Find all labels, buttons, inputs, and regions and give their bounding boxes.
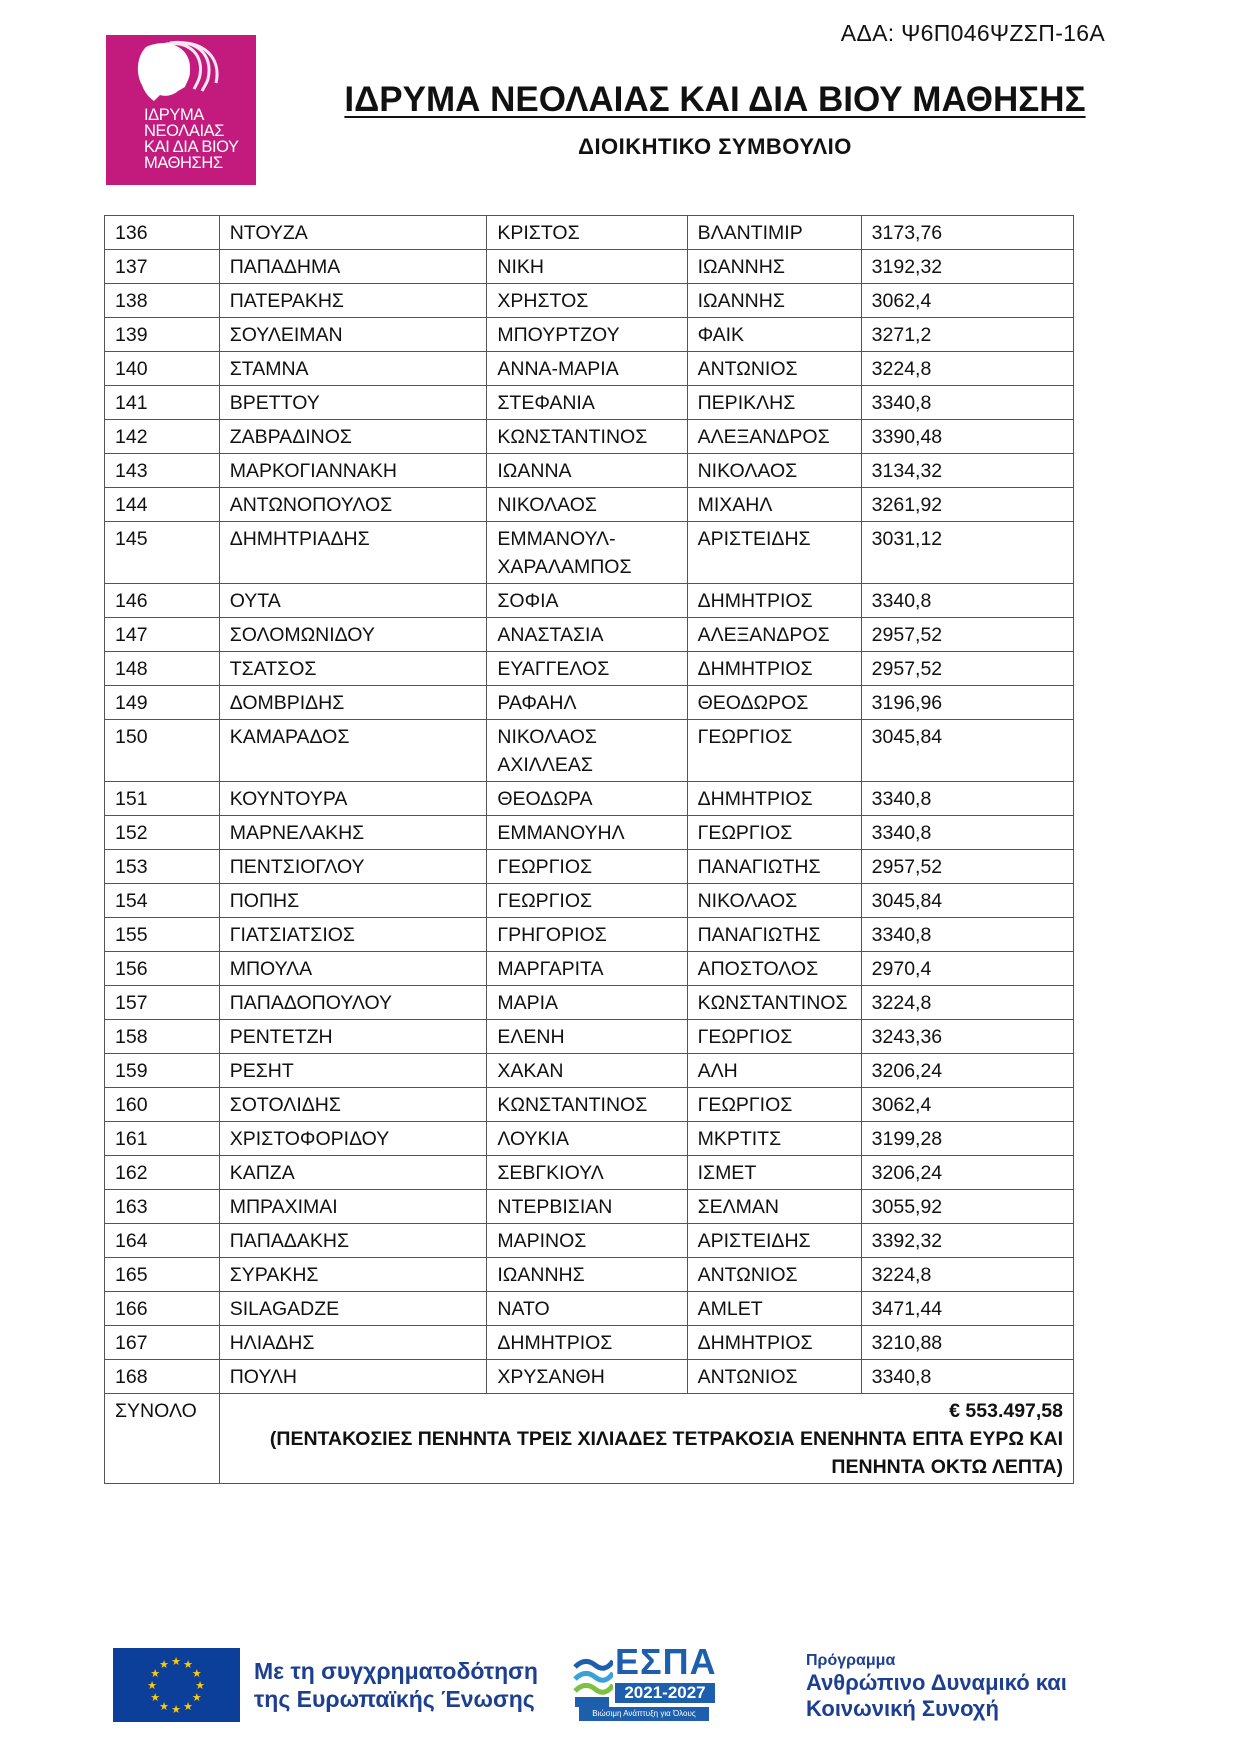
father-name-cell: ΠΕΡΙΚΛΗΣ bbox=[687, 386, 861, 420]
father-name-cell: ΝΙΚΟΛΑΟΣ bbox=[687, 454, 861, 488]
surname-cell: ΣΥΡΑΚΗΣ bbox=[219, 1258, 487, 1292]
amount-cell: 3340,8 bbox=[861, 816, 1073, 850]
surname-cell: ΝΤΟΥΖΑ bbox=[219, 216, 487, 250]
table-row bbox=[105, 1360, 1074, 1394]
first-name-cell: ΚΡΙΣΤΟΣ bbox=[487, 216, 687, 250]
row-number: 151 bbox=[105, 782, 220, 816]
eu-star-icon: ★ bbox=[183, 1659, 193, 1672]
table-row bbox=[105, 1326, 1074, 1360]
espa-tagline: Βιώσιμη Ανάπτυξη για Όλους bbox=[579, 1707, 709, 1721]
first-name-cell: ΔΗΜΗΤΡΙΟΣ bbox=[487, 1326, 687, 1360]
table-row bbox=[105, 884, 1074, 918]
surname-cell: ΣΟΥΛΕΙΜΑΝ bbox=[219, 318, 487, 352]
surname-cell: ΧΡΙΣΤΟΦΟΡΙΔΟΥ bbox=[219, 1122, 487, 1156]
eu-text-line: Με τη συγχρηματοδότηση bbox=[254, 1658, 538, 1684]
amount-cell: 3210,88 bbox=[861, 1326, 1073, 1360]
amount-cell: 3199,28 bbox=[861, 1122, 1073, 1156]
surname-cell: ΣΟΛΟΜΩΝΙΔΟΥ bbox=[219, 618, 487, 652]
surname-cell: ΜΠΡΑΧΙΜΑΙ bbox=[219, 1190, 487, 1224]
surname-cell: ΜΑΡΝΕΛΑΚΗΣ bbox=[219, 816, 487, 850]
row-number: 142 bbox=[105, 420, 220, 454]
father-name-cell: ΓΕΩΡΓΙΟΣ bbox=[687, 816, 861, 850]
father-name-cell: ΦΑΙΚ bbox=[687, 318, 861, 352]
table-row bbox=[105, 1224, 1074, 1258]
table-row bbox=[105, 1190, 1074, 1224]
espa-logo bbox=[573, 1641, 718, 1725]
table-row bbox=[105, 420, 1074, 454]
table-row bbox=[105, 1156, 1074, 1190]
amount-cell: 3031,12 bbox=[861, 522, 1073, 584]
row-number: 164 bbox=[105, 1224, 220, 1258]
amount-cell: 3340,8 bbox=[861, 918, 1073, 952]
total-amount: € 553.497,58 bbox=[949, 1400, 1063, 1422]
father-name-cell: ΘΕΟΔΩΡΟΣ bbox=[687, 686, 861, 720]
eu-text-line: της Ευρωπαϊκής Ένωσης bbox=[254, 1686, 535, 1712]
surname-cell: ΠΟΥΛΗ bbox=[219, 1360, 487, 1394]
father-name-cell: ΔΗΜΗΤΡΙΟΣ bbox=[687, 782, 861, 816]
row-number: 147 bbox=[105, 618, 220, 652]
father-name-cell: ΒΛΑΝΤΙΜΙΡ bbox=[687, 216, 861, 250]
table-row bbox=[105, 1122, 1074, 1156]
first-name-cell: ΑΝΝΑ-ΜΑΡΙΑ bbox=[487, 352, 687, 386]
surname-cell: ΠΑΤΕΡΑΚΗΣ bbox=[219, 284, 487, 318]
eu-star-icon: ★ bbox=[195, 1680, 205, 1692]
father-name-cell: ΠΑΝΑΓΙΩΤΗΣ bbox=[687, 918, 861, 952]
row-number: 145 bbox=[105, 522, 220, 584]
surname-cell: ΟΥΤΑ bbox=[219, 584, 487, 618]
amount-cell: 3224,8 bbox=[861, 1258, 1073, 1292]
table-row bbox=[105, 618, 1074, 652]
total-amount-words: (ΠΕΝΤΑΚΟΣΙΕΣ ΠΕΝΗΝΤΑ ΤΡΕΙΣ ΧΙΛΙΑΔΕΣ ΤΕΤΡΑΚΟΣΙΑ ΕΝΕΝΗΝΤΑ ΕΠΤΑ ΕΥΡΩ ΚΑΙ ΠΕΝΗΝΤΑ ΟΚΤΩ ΛΕΠΤΑ) bbox=[269, 1428, 1063, 1478]
eu-star-icon: ★ bbox=[171, 1656, 181, 1668]
total-cell bbox=[219, 1394, 1073, 1484]
first-name-cell: ΜΑΡΙΝΟΣ bbox=[487, 1224, 687, 1258]
surname-cell: ΔΗΜΗΤΡΙΑΔΗΣ bbox=[219, 522, 487, 584]
row-number: 156 bbox=[105, 952, 220, 986]
amount-cell: 3243,36 bbox=[861, 1020, 1073, 1054]
amount-cell: 3062,4 bbox=[861, 1088, 1073, 1122]
amount-cell: 3340,8 bbox=[861, 386, 1073, 420]
father-name-cell: ΓΕΩΡΓΙΟΣ bbox=[687, 1088, 861, 1122]
table-row bbox=[105, 1088, 1074, 1122]
table-row bbox=[105, 1020, 1074, 1054]
father-name-cell: ΑΛΕΞΑΝΔΡΟΣ bbox=[687, 618, 861, 652]
surname-cell: ΚΑΜΑΡΑΔΟΣ bbox=[219, 720, 487, 782]
table-row bbox=[105, 918, 1074, 952]
first-name-cell: ΕΜΜΑΝΟΥΛ- ΧΑΡΑΛΑΜΠΟΣ bbox=[487, 522, 687, 584]
row-number: 168 bbox=[105, 1360, 220, 1394]
amount-cell: 2957,52 bbox=[861, 618, 1073, 652]
row-number: 152 bbox=[105, 816, 220, 850]
row-number: 158 bbox=[105, 1020, 220, 1054]
first-name-cell: ΕΥΑΓΓΕΛΟΣ bbox=[487, 652, 687, 686]
first-name-cell: ΣΤΕΦΑΝΙΑ bbox=[487, 386, 687, 420]
first-name-cell: ΜΠΟΥΡΤΖΟΥ bbox=[487, 318, 687, 352]
table-body bbox=[105, 216, 1074, 1394]
row-number: 157 bbox=[105, 986, 220, 1020]
father-name-cell: ΙΩΑΝΝΗΣ bbox=[687, 250, 861, 284]
row-number: 144 bbox=[105, 488, 220, 522]
amount-cell: 3261,92 bbox=[861, 488, 1073, 522]
total-label: ΣΥΝΟΛΟ bbox=[105, 1394, 220, 1484]
logo-line: ΜΑΘΗΣΗΣ bbox=[144, 154, 223, 172]
father-name-cell: ΑΝΤΩΝΙΟΣ bbox=[687, 352, 861, 386]
first-name-cell: ΕΜΜΑΝΟΥΗΛ bbox=[487, 816, 687, 850]
eu-star-icon: ★ bbox=[150, 1692, 161, 1704]
eu-star-icon: ★ bbox=[159, 1700, 169, 1713]
logo-line: ΙΔΡΥΜΑ bbox=[144, 106, 204, 124]
eu-star-icon: ★ bbox=[183, 1700, 193, 1713]
first-name-cell: ΝΙΚΟΛΑΟΣ ΑΧΙΛΛΕΑΣ bbox=[487, 720, 687, 782]
father-name-cell: ΓΕΩΡΓΙΟΣ bbox=[687, 720, 861, 782]
surname-cell: ΠΑΠΑΔΑΚΗΣ bbox=[219, 1224, 487, 1258]
table-row bbox=[105, 720, 1074, 782]
row-number: 161 bbox=[105, 1122, 220, 1156]
eu-flag-icon bbox=[113, 1648, 240, 1722]
father-name-cell: ΔΗΜΗΤΡΙΟΣ bbox=[687, 584, 861, 618]
father-name-cell: AMLET bbox=[687, 1292, 861, 1326]
row-number: 137 bbox=[105, 250, 220, 284]
table-row bbox=[105, 850, 1074, 884]
row-number: 167 bbox=[105, 1326, 220, 1360]
table-row bbox=[105, 284, 1074, 318]
amount-cell: 3271,2 bbox=[861, 318, 1073, 352]
row-number: 166 bbox=[105, 1292, 220, 1326]
father-name-cell: ΑΝΤΩΝΙΟΣ bbox=[687, 1360, 861, 1394]
row-number: 138 bbox=[105, 284, 220, 318]
father-name-cell: ΜΚΡΤΙΤΣ bbox=[687, 1122, 861, 1156]
first-name-cell: ΑΝΑΣΤΑΣΙΑ bbox=[487, 618, 687, 652]
father-name-cell: ΜΙΧΑΗΛ bbox=[687, 488, 861, 522]
row-number: 139 bbox=[105, 318, 220, 352]
amount-cell: 3045,84 bbox=[861, 884, 1073, 918]
espa-years: 2021-2027 bbox=[615, 1683, 715, 1703]
father-name-cell: ΑΡΙΣΤΕΙΔΗΣ bbox=[687, 522, 861, 584]
table-row bbox=[105, 584, 1074, 618]
surname-cell: ΓΙΑΤΣΙΑΤΣΙΟΣ bbox=[219, 918, 487, 952]
surname-cell: ΣΟΤΟΛΙΔΗΣ bbox=[219, 1088, 487, 1122]
logo-line: ΚΑΙ ΔΙΑ ΒΙΟΥ bbox=[144, 138, 239, 156]
amount-cell: 3392,32 bbox=[861, 1224, 1073, 1258]
program-name-line: Ανθρώπινο Δυναμικό και bbox=[806, 1670, 1067, 1695]
eu-star-icon: ★ bbox=[150, 1668, 161, 1680]
amount-cell: 3062,4 bbox=[861, 284, 1073, 318]
amount-cell: 3206,24 bbox=[861, 1054, 1073, 1088]
surname-cell: ΔΟΜΒΡΙΔΗΣ bbox=[219, 686, 487, 720]
surname-cell: ΡΕΣΗΤ bbox=[219, 1054, 487, 1088]
father-name-cell: ΑΠΟΣΤΟΛΟΣ bbox=[687, 952, 861, 986]
amount-cell: 3224,8 bbox=[861, 986, 1073, 1020]
amount-cell: 3340,8 bbox=[861, 782, 1073, 816]
row-number: 150 bbox=[105, 720, 220, 782]
surname-cell: ΒΡΕΤΤΟΥ bbox=[219, 386, 487, 420]
amount-cell: 3045,84 bbox=[861, 720, 1073, 782]
table-row bbox=[105, 782, 1074, 816]
table-row bbox=[105, 352, 1074, 386]
surname-cell: ΡΕΝΤΕΤΖΗ bbox=[219, 1020, 487, 1054]
amount-cell: 3471,44 bbox=[861, 1292, 1073, 1326]
surname-cell: ΜΠΟΥΛΑ bbox=[219, 952, 487, 986]
row-number: 136 bbox=[105, 216, 220, 250]
eu-cofunding-text bbox=[254, 1657, 538, 1713]
table-row bbox=[105, 454, 1074, 488]
surname-cell: SILAGADZE bbox=[219, 1292, 487, 1326]
first-name-cell: ΛΟΥΚΙΑ bbox=[487, 1122, 687, 1156]
father-name-cell: ΑΛΗ bbox=[687, 1054, 861, 1088]
table-row bbox=[105, 216, 1074, 250]
table-row bbox=[105, 816, 1074, 850]
amount-cell: 3224,8 bbox=[861, 352, 1073, 386]
amount-cell: 2970,4 bbox=[861, 952, 1073, 986]
first-name-cell: ΧΑΚΑΝ bbox=[487, 1054, 687, 1088]
eu-star-icon: ★ bbox=[159, 1659, 169, 1672]
logo-line: ΝΕΟΛΑΙΑΣ bbox=[144, 122, 225, 140]
table-row bbox=[105, 488, 1074, 522]
amount-cell: 3390,48 bbox=[861, 420, 1073, 454]
surname-cell: ΚΟΥΝΤΟΥΡΑ bbox=[219, 782, 487, 816]
first-name-cell: ΙΩΑΝΝΑ bbox=[487, 454, 687, 488]
surname-cell: ΠΕΝΤΣΙΟΓΛΟΥ bbox=[219, 850, 487, 884]
father-name-cell: ΑΛΕΞΑΝΔΡΟΣ bbox=[687, 420, 861, 454]
eu-star-icon: ★ bbox=[147, 1680, 157, 1692]
first-name-cell: ΓΕΩΡΓΙΟΣ bbox=[487, 884, 687, 918]
beneficiaries-table bbox=[104, 215, 1074, 1484]
espa-waves-icon bbox=[573, 1653, 613, 1715]
first-name-cell: ΝΙΚΟΛΑΟΣ bbox=[487, 488, 687, 522]
first-name-cell: ΣΕΒΓΚΙΟΥΛ bbox=[487, 1156, 687, 1190]
row-number: 162 bbox=[105, 1156, 220, 1190]
father-name-cell: ΑΝΤΩΝΙΟΣ bbox=[687, 1258, 861, 1292]
table-row bbox=[105, 1054, 1074, 1088]
amount-cell: 3192,32 bbox=[861, 250, 1073, 284]
surname-cell: ΣΤΑΜΝΑ bbox=[219, 352, 487, 386]
row-number: 141 bbox=[105, 386, 220, 420]
surname-cell: ΤΣΑΤΣΟΣ bbox=[219, 652, 487, 686]
first-name-cell: ΚΩΝΣΤΑΝΤΙΝΟΣ bbox=[487, 420, 687, 454]
row-number: 154 bbox=[105, 884, 220, 918]
eu-star-icon: ★ bbox=[191, 1668, 202, 1680]
program-label: Πρόγραμμα bbox=[806, 1652, 896, 1669]
surname-cell: ΠΟΠΗΣ bbox=[219, 884, 487, 918]
row-number: 153 bbox=[105, 850, 220, 884]
first-name-cell: ΡΑΦΑΗΛ bbox=[487, 686, 687, 720]
first-name-cell: ΜΑΡΙΑ bbox=[487, 986, 687, 1020]
first-name-cell: ΜΑΡΓΑΡΙΤΑ bbox=[487, 952, 687, 986]
father-name-cell: ΙΣΜΕΤ bbox=[687, 1156, 861, 1190]
father-name-cell: ΓΕΩΡΓΙΟΣ bbox=[687, 1020, 861, 1054]
row-number: 155 bbox=[105, 918, 220, 952]
first-name-cell: ΝΙΚΗ bbox=[487, 250, 687, 284]
first-name-cell: ΚΩΝΣΤΑΝΤΙΝΟΣ bbox=[487, 1088, 687, 1122]
eu-star-icon: ★ bbox=[191, 1692, 202, 1704]
father-name-cell: ΔΗΜΗΤΡΙΟΣ bbox=[687, 652, 861, 686]
amount-cell: 3173,76 bbox=[861, 216, 1073, 250]
row-number: 149 bbox=[105, 686, 220, 720]
first-name-cell: ΣΟΦΙΑ bbox=[487, 584, 687, 618]
row-number: 140 bbox=[105, 352, 220, 386]
first-name-cell: NATO bbox=[487, 1292, 687, 1326]
father-name-cell: ΙΩΑΝΝΗΣ bbox=[687, 284, 861, 318]
table-row bbox=[105, 1258, 1074, 1292]
table-row bbox=[105, 1292, 1074, 1326]
ada-code: ΑΔΑ: Ψ6Π046ΨΖΣΠ-16Α bbox=[840, 20, 1105, 46]
row-number: 148 bbox=[105, 652, 220, 686]
first-name-cell: ΓΕΩΡΓΙΟΣ bbox=[487, 850, 687, 884]
first-name-cell: ΓΡΗΓΟΡΙΟΣ bbox=[487, 918, 687, 952]
surname-cell: ΠΑΠΑΔΟΠΟΥΛΟΥ bbox=[219, 986, 487, 1020]
amount-cell: 2957,52 bbox=[861, 652, 1073, 686]
table-row bbox=[105, 250, 1074, 284]
amount-cell: 3206,24 bbox=[861, 1156, 1073, 1190]
row-number: 146 bbox=[105, 584, 220, 618]
table-row bbox=[105, 986, 1074, 1020]
surname-cell: ΖΑΒΡΑΔΙΝΟΣ bbox=[219, 420, 487, 454]
surname-cell: ΜΑΡΚΟΓΙΑΝΝΑΚΗ bbox=[219, 454, 487, 488]
amount-cell: 3340,8 bbox=[861, 584, 1073, 618]
first-name-cell: ΕΛΕΝΗ bbox=[487, 1020, 687, 1054]
table-row bbox=[105, 386, 1074, 420]
eu-star-icon: ★ bbox=[171, 1704, 181, 1716]
surname-cell: ΚΑΠΖΑ bbox=[219, 1156, 487, 1190]
first-name-cell: ΙΩΑΝΝΗΣ bbox=[487, 1258, 687, 1292]
first-name-cell: ΝΤΕΡΒΙΣΙΑΝ bbox=[487, 1190, 687, 1224]
table-row bbox=[105, 652, 1074, 686]
first-name-cell: ΘΕΟΔΩΡΑ bbox=[487, 782, 687, 816]
row-number: 143 bbox=[105, 454, 220, 488]
program-block bbox=[806, 1652, 1067, 1722]
father-name-cell: ΑΡΙΣΤΕΙΔΗΣ bbox=[687, 1224, 861, 1258]
father-name-cell: ΔΗΜΗΤΡΙΟΣ bbox=[687, 1326, 861, 1360]
amount-cell: 3055,92 bbox=[861, 1190, 1073, 1224]
program-name-line: Κοινωνική Συνοχή bbox=[806, 1696, 999, 1721]
surname-cell: ΗΛΙΑΔΗΣ bbox=[219, 1326, 487, 1360]
father-name-cell: ΝΙΚΟΛΑΟΣ bbox=[687, 884, 861, 918]
total-row bbox=[105, 1394, 1074, 1484]
amount-cell: 3134,32 bbox=[861, 454, 1073, 488]
row-number: 159 bbox=[105, 1054, 220, 1088]
page-title: ΙΔΡΥΜΑ ΝΕΟΛΑΙΑΣ ΚΑΙ ΔΙΑ ΒΙΟΥ ΜΑΘΗΣΗΣ bbox=[344, 80, 1086, 119]
row-number: 163 bbox=[105, 1190, 220, 1224]
father-name-cell: ΚΩΝΣΤΑΝΤΙΝΟΣ bbox=[687, 986, 861, 1020]
espa-title: ΕΣΠΑ bbox=[615, 1641, 717, 1682]
surname-cell: ΠΑΠΑΔΗΜΑ bbox=[219, 250, 487, 284]
table-row bbox=[105, 952, 1074, 986]
table-row bbox=[105, 522, 1074, 584]
amount-cell: 3196,96 bbox=[861, 686, 1073, 720]
table-row bbox=[105, 686, 1074, 720]
table-row bbox=[105, 318, 1074, 352]
first-name-cell: ΧΡΥΣΑΝΘΗ bbox=[487, 1360, 687, 1394]
amount-cell: 3340,8 bbox=[861, 1360, 1073, 1394]
row-number: 160 bbox=[105, 1088, 220, 1122]
funding-footer bbox=[0, 1641, 1241, 1725]
first-name-cell: ΧΡΗΣΤΟΣ bbox=[487, 284, 687, 318]
amount-cell: 2957,52 bbox=[861, 850, 1073, 884]
row-number: 165 bbox=[105, 1258, 220, 1292]
eu-stars-icon bbox=[113, 1648, 240, 1722]
father-name-cell: ΠΑΝΑΓΙΩΤΗΣ bbox=[687, 850, 861, 884]
surname-cell: ΑΝΤΩΝΟΠΟΥΛΟΣ bbox=[219, 488, 487, 522]
father-name-cell: ΣΕΛΜΑΝ bbox=[687, 1190, 861, 1224]
page-subtitle: ΔΙΟΙΚΗΤΙΚΟ ΣΥΜΒΟΥΛΙΟ bbox=[578, 134, 852, 159]
